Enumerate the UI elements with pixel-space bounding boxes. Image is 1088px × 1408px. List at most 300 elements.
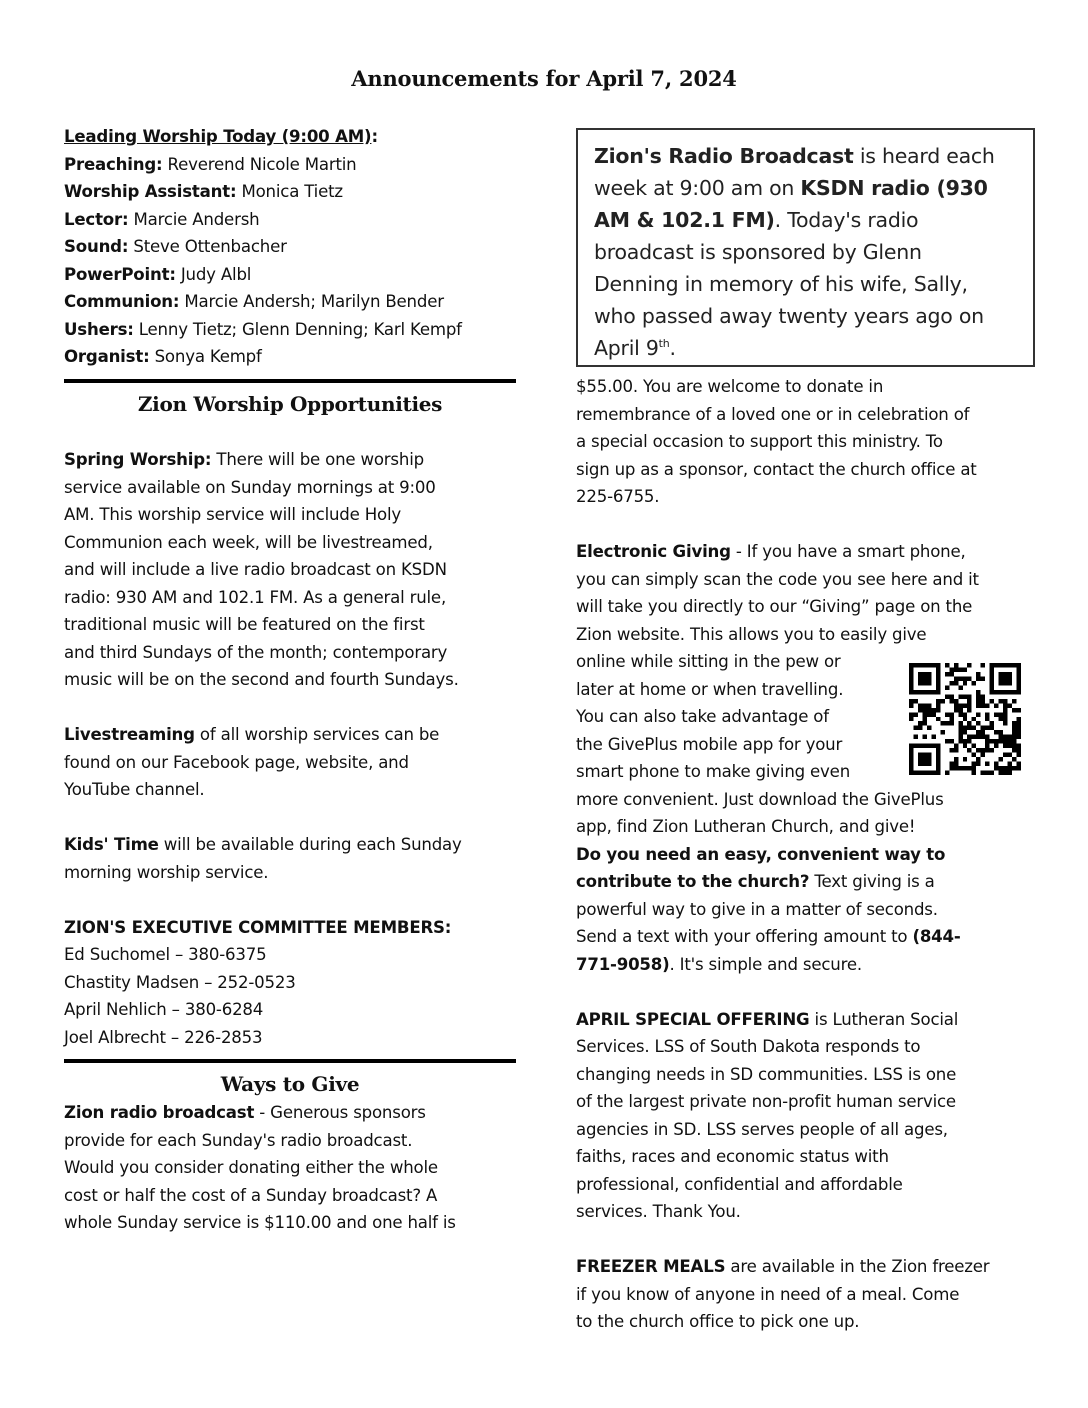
text-line: later at home or when travelling. [576,679,844,699]
qr-module [1012,744,1016,748]
qr-module [999,690,1003,694]
qr-module [936,717,940,721]
qr-module [967,663,971,667]
qr-module [936,667,940,671]
qr-module [990,663,994,667]
text-line: music will be on the second and fourth Sundays. [64,670,459,689]
text-line: Zion website. This allows you to easily give [576,624,927,644]
qr-module [949,667,953,671]
qr-module [927,690,931,694]
qr-module [976,721,980,725]
qr-module [1017,744,1021,748]
text-line: provide for each Sunday's radio broadcast. [64,1130,413,1150]
qr-module [936,753,940,757]
qr-module [990,681,994,685]
qr-module [1008,735,1012,739]
section-divider [64,379,516,383]
box-text: is heard each [853,144,995,168]
qr-module [967,703,971,707]
qr-module [909,753,913,757]
qr-module [927,753,931,757]
qr-module [954,681,958,685]
qr-module [963,757,967,761]
qr-module [1008,739,1012,743]
qr-module [963,703,967,707]
qr-module [1003,771,1007,775]
qr-module [949,699,953,703]
worship-opportunities-title: Zion Worship Opportunities [137,391,443,416]
text-line: of the largest private non-profit human service [576,1092,956,1111]
box-line [594,172,1019,204]
qr-module [1008,771,1012,775]
qr-module [927,676,931,680]
qr-module [954,766,958,770]
qr-module [936,748,940,752]
role-communion [64,288,516,316]
qr-module [954,676,958,680]
qr-module [1012,748,1016,752]
box-text: . Today's radio [774,208,919,232]
role-label: Preaching: [64,154,163,174]
qr-code-icon[interactable] [909,663,1021,775]
qr-module [927,708,931,712]
qr-module [945,721,949,725]
spring-worship-label: Spring Worship: [64,450,212,469]
qr-module [954,708,958,712]
qr-module [994,766,998,770]
qr-module [972,766,976,770]
qr-module [913,663,917,667]
text-line: $55.00. You are welcome to donate in [576,377,884,396]
qr-module [927,744,931,748]
qr-module [999,739,1003,743]
qr-module [918,744,922,748]
qr-module [985,739,989,743]
committee-member: April Nehlich – 380-6284 [64,1000,264,1019]
text-line: found on our Facebook page, website, and [64,752,409,772]
role-ushers [64,316,516,344]
qr-module [990,726,994,730]
qr-module [909,766,913,770]
qr-module [909,757,913,761]
text-line: AM. This worship service will include Holy [64,505,401,524]
qr-module [963,744,967,748]
qr-module [999,712,1003,716]
qr-module [999,771,1003,775]
text-giving-phone: (844- [912,927,961,946]
qr-module [918,708,922,712]
qr-module [936,744,940,748]
text-line: are available in the Zion freezer [725,1257,990,1276]
role-name: Steve Ottenbacher [128,237,287,256]
text-line: changing needs in SD communities. LSS is one [576,1064,957,1084]
qr-module [976,703,980,707]
qr-module [936,708,940,712]
right-column [576,373,1028,1336]
qr-module [909,717,913,721]
qr-module [1012,730,1016,734]
qr-module [909,762,913,766]
box-text: April 9 [594,336,659,360]
text-line: app, find Zion Lutheran Church, and give! [576,817,916,836]
text-line: online while sitting in the pew or [576,652,841,671]
text-line: - If you have a smart phone, [730,542,966,561]
livestreaming-label: Livestreaming [64,725,195,744]
qr-module [963,676,967,680]
box-line: broadcast is sponsored by Glenn [594,240,922,264]
text-line: is Lutheran Social [809,1009,959,1029]
role-label: Communion: [64,292,180,311]
text-giving-question: Do you need an easy, convenient way to [576,844,946,864]
qr-module [927,681,931,685]
role-label: Worship Assistant: [64,182,237,201]
box-bold: KSDN radio (930 [800,176,988,200]
qr-module [927,771,931,775]
qr-module [981,703,985,707]
qr-module [1008,766,1012,770]
qr-module [949,739,953,743]
qr-module [1003,672,1007,676]
left-column [64,123,516,1237]
qr-module [976,730,980,734]
spacer [576,1226,1028,1254]
qr-module [954,762,958,766]
qr-module [972,762,976,766]
role-lector [64,206,516,234]
qr-module [1012,690,1016,694]
qr-module [922,663,926,667]
qr-module [999,699,1003,703]
leading-heading-colon: : [371,127,378,146]
qr-module [945,712,949,716]
role-name: Monica Tietz [236,182,343,201]
role-name: Marcie Andersh [128,209,260,229]
qr-module [949,766,953,770]
qr-module [954,744,958,748]
qr-module [999,663,1003,667]
qr-module [985,735,989,739]
qr-module [945,771,949,775]
qr-module [967,739,971,743]
qr-module [1003,712,1007,716]
qr-module [954,667,958,671]
qr-module [981,735,985,739]
qr-module [981,771,985,775]
qr-module [1003,708,1007,712]
qr-module [918,771,922,775]
qr-module [1008,744,1012,748]
qr-module [981,663,985,667]
qr-module [922,753,926,757]
qr-module [945,685,949,689]
radio-broadcast-line [64,1099,516,1127]
qr-module [999,766,1003,770]
qr-module [999,717,1003,721]
qr-module [931,735,935,739]
role-label: PowerPoint: [64,264,176,284]
qr-module [918,681,922,685]
qr-module [994,690,998,694]
spacer [64,694,516,722]
qr-module [922,712,926,716]
qr-module [1003,699,1007,703]
qr-module [922,703,926,707]
text-line: more convenient. Just download the GivePlus [576,789,944,809]
qr-module [949,672,953,676]
qr-module [958,766,962,770]
qr-module [958,739,962,743]
qr-module [922,690,926,694]
qr-module [967,726,971,730]
qr-module [1003,766,1007,770]
text-line: and third Sundays of the month; contemporary [64,642,448,662]
qr-module [967,699,971,703]
qr-module [1003,703,1007,707]
qr-module [1017,672,1021,676]
qr-module [990,690,994,694]
text-line: powerful way to give in a matter of seconds. [576,899,938,919]
qr-module [999,730,1003,734]
text-line: faiths, races and economic status with [576,1147,889,1166]
text-line: services. Thank You. [576,1202,741,1221]
qr-module [1017,676,1021,680]
role-worship-assistant [64,178,516,206]
qr-module [967,676,971,680]
qr-module [922,762,926,766]
qr-module [999,676,1003,680]
qr-module [1012,726,1016,730]
role-organist [64,343,516,371]
qr-module [931,712,935,716]
text-line: remembrance of a loved one or in celebration of [576,404,970,424]
livestreaming-line [64,721,516,749]
qr-module [927,703,931,707]
qr-module [963,766,967,770]
qr-module [909,771,913,775]
box-bold: AM & 102.1 FM) [594,208,775,232]
qr-module [994,730,998,734]
qr-module [967,748,971,752]
qr-module [936,703,940,707]
text-line: you can simply scan the code you see here and it [576,569,979,589]
qr-module [936,762,940,766]
qr-module [1017,735,1021,739]
qr-module [931,744,935,748]
kids-time-label: Kids' Time [64,835,159,854]
qr-module [1012,757,1016,761]
qr-module [922,672,926,676]
qr-module [985,762,989,766]
text-line: will be available during each Sunday [158,835,462,854]
qr-module [1003,735,1007,739]
qr-module [999,672,1003,676]
qr-module [918,757,922,761]
qr-module [976,735,980,739]
radio-broadcast-box [576,128,1035,367]
qr-module [936,690,940,694]
electronic-giving-label: Electronic Giving [576,542,731,561]
text-line: radio: 930 AM and 102.1 FM. As a general rule, [64,587,447,607]
qr-module [990,771,994,775]
qr-module [945,694,949,698]
qr-module [940,721,944,725]
qr-module [1017,663,1021,667]
april-offering-line [576,1006,1028,1034]
qr-module [963,730,967,734]
qr-module [1012,721,1016,725]
qr-module [927,663,931,667]
qr-module [967,694,971,698]
qr-module [1017,721,1021,725]
qr-module [1003,676,1007,680]
text-line: the GivePlus mobile app for your [576,734,843,754]
qr-module [1003,753,1007,757]
text-line: - Generous sponsors [254,1103,426,1122]
qr-module [958,730,962,734]
qr-module [985,748,989,752]
text-line: Text giving is a [809,872,935,891]
qr-module [994,739,998,743]
text-line: whole Sunday service is $110.00 and one half is [64,1213,456,1232]
qr-module [1017,766,1021,770]
qr-module [909,663,913,667]
spring-worship-line [64,446,516,474]
qr-module [1017,762,1021,766]
freezer-meals-label: FREEZER MEALS [576,1257,726,1276]
spacer [576,511,1028,539]
text-giving-phone: 771-9058) [576,954,670,974]
text-line: and will include a live radio broadcast on KSDN [64,560,447,579]
qr-module [922,744,926,748]
qr-module [949,717,953,721]
electronic-giving-line [576,538,1028,566]
qr-module [909,685,913,689]
qr-module [972,744,976,748]
qr-module [909,667,913,671]
qr-module [990,721,994,725]
committee-member: Chastity Madsen – 252-0523 [64,972,296,992]
qr-module [958,703,962,707]
qr-module [913,726,917,730]
qr-module [1012,735,1016,739]
text-line: to the church office to pick one up. [576,1312,860,1331]
box-line: who passed away twenty years ago on [594,304,984,328]
qr-code-graphic [909,663,1021,775]
qr-module [981,694,985,698]
qr-module [936,757,940,761]
box-line [594,140,1019,172]
qr-module [922,757,926,761]
qr-module [1008,663,1012,667]
qr-module [963,712,967,716]
qr-module [985,703,989,707]
qr-module [949,762,953,766]
qr-module [999,757,1003,761]
qr-module [1008,762,1012,766]
committee-member: Joel Albrecht – 226-2853 [64,1027,263,1047]
qr-module [1017,708,1021,712]
leading-heading: Leading Worship Today (9:00 AM) [64,127,372,146]
qr-module [922,681,926,685]
text-line: of all worship services can be [194,725,440,744]
qr-module [918,721,922,725]
qr-module [918,753,922,757]
qr-module [976,748,980,752]
qr-module [945,672,949,676]
box-line: Denning in memory of his wife, Sally, [594,272,968,296]
qr-module [1017,726,1021,730]
qr-module [967,766,971,770]
text-line: agencies in SD. LSS serves people of all ages, [576,1119,948,1139]
qr-module [931,771,935,775]
text-line: Would you consider donating either the whole [64,1158,438,1177]
qr-module [918,663,922,667]
qr-module [949,748,953,752]
qr-module [1012,766,1016,770]
qr-module [954,663,958,667]
text-line: will take you directly to our “Giving” page on the [576,597,973,616]
qr-module [1003,744,1007,748]
qr-module [985,744,989,748]
qr-module [976,762,980,766]
text-giving-send-line [576,923,1028,951]
qr-module [949,712,953,716]
freezer-meals-line [576,1253,1028,1281]
qr-module [976,676,980,680]
qr-module [909,699,913,703]
qr-module [927,757,931,761]
box-text: . [669,336,676,360]
qr-module [1008,690,1012,694]
qr-module [949,721,953,725]
qr-module [994,744,998,748]
role-preaching [64,151,516,179]
qr-module [936,663,940,667]
qr-module [927,762,931,766]
text-line: sign up as a sponsor, contact the church office at [576,459,977,479]
qr-module [936,766,940,770]
qr-module [981,726,985,730]
qr-module [931,690,935,694]
qr-module [1017,730,1021,734]
qr-module [958,721,962,725]
qr-module [918,676,922,680]
text-line: YouTube channel. [64,780,205,799]
text-line: Communion each week, will be livestreamed, [64,532,433,552]
qr-module [985,726,989,730]
committee-heading: ZION'S EXECUTIVE COMMITTEE MEMBERS: [64,917,452,937]
qr-module [994,703,998,707]
text-line: Services. LSS of South Dakota responds to [576,1037,921,1056]
april-offering-label: APRIL SPECIAL OFFERING [576,1009,810,1029]
qr-module [1017,748,1021,752]
qr-module [1012,663,1016,667]
qr-module [1008,676,1012,680]
qr-module [1017,717,1021,721]
qr-module [931,663,935,667]
box-line [594,204,1019,236]
qr-module [985,717,989,721]
qr-module [958,676,962,680]
role-label: Lector: [64,209,129,229]
qr-module [909,676,913,680]
role-label: Organist: [64,347,150,366]
qr-module [963,717,967,721]
qr-module [990,667,994,671]
qr-module [945,663,949,667]
qr-module [1008,703,1012,707]
qr-module [940,699,944,703]
